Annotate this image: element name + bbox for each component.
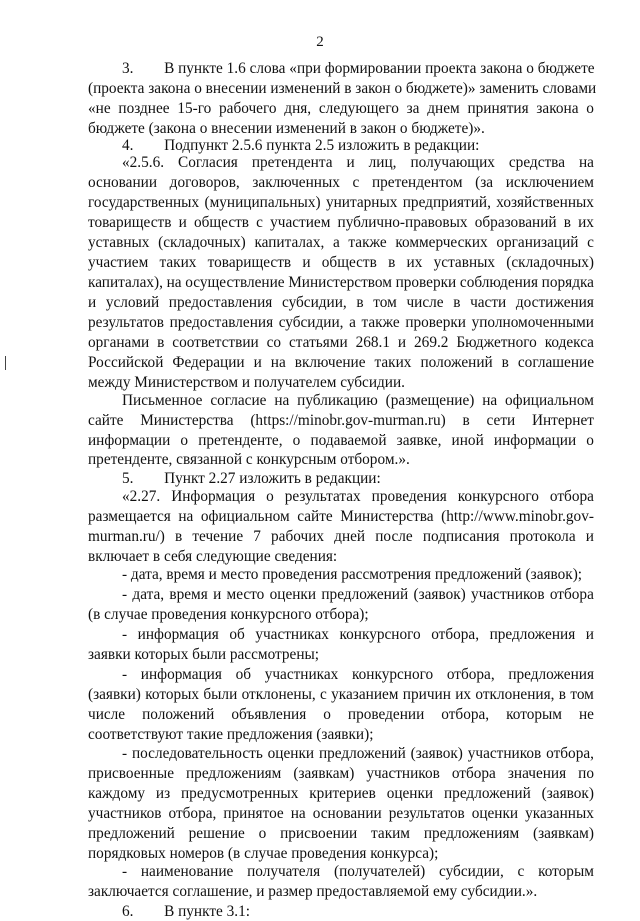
word: указанных bbox=[525, 805, 594, 822]
text-line bbox=[88, 824, 594, 843]
word: murman.ru/) bbox=[88, 528, 165, 545]
text-line: включает в себя следующие сведения: bbox=[88, 548, 338, 565]
word: позднее bbox=[118, 100, 170, 117]
word: части bbox=[470, 294, 507, 311]
text-line bbox=[88, 764, 594, 783]
word: и bbox=[178, 214, 187, 231]
text-line bbox=[88, 507, 594, 526]
word: основании bbox=[312, 805, 382, 822]
word: капиталах, bbox=[254, 234, 325, 251]
word: публикацию bbox=[297, 392, 378, 409]
word: иной bbox=[451, 432, 484, 449]
word: государственных bbox=[88, 194, 200, 211]
word: (складочных) bbox=[158, 234, 246, 251]
text-line: заявки которых были рассмотрены; bbox=[88, 646, 320, 663]
word: решение bbox=[188, 825, 245, 842]
word: на bbox=[578, 154, 594, 171]
word: течение bbox=[192, 528, 244, 545]
word: оценки bbox=[386, 785, 434, 802]
word: числе bbox=[88, 706, 126, 723]
text-line bbox=[88, 273, 594, 292]
text-line: соответствуют такие предложения (заявки); bbox=[88, 726, 374, 743]
word: время bbox=[169, 586, 208, 603]
word: не bbox=[578, 706, 594, 723]
word: результатов bbox=[88, 314, 164, 331]
word: которых bbox=[145, 686, 200, 703]
word: их bbox=[578, 214, 594, 231]
text-line bbox=[122, 744, 594, 763]
word: подписания bbox=[422, 528, 500, 545]
word: рабочего bbox=[219, 100, 277, 117]
word: таким bbox=[371, 825, 410, 842]
word: с bbox=[587, 234, 594, 251]
word: участием bbox=[270, 214, 331, 231]
word: таких bbox=[159, 254, 197, 271]
word: 268.1 bbox=[355, 334, 390, 351]
text-line: (в случае проведения конкурсного отбора); bbox=[88, 606, 369, 623]
word: отбора, bbox=[431, 626, 480, 643]
word: отбора bbox=[549, 488, 594, 505]
word: (муниципальных) bbox=[204, 194, 321, 211]
word: проверки bbox=[405, 314, 466, 331]
word: отбора, bbox=[168, 805, 217, 822]
page-number: 2 bbox=[316, 34, 324, 50]
word: уполномоченными bbox=[471, 314, 594, 331]
word: в bbox=[388, 254, 396, 271]
word: участием bbox=[88, 254, 149, 271]
word: которым bbox=[538, 863, 594, 880]
word: предложений bbox=[88, 825, 175, 842]
word: о bbox=[323, 706, 331, 723]
word: соглашение bbox=[517, 354, 594, 371]
word: 15-го bbox=[177, 100, 212, 117]
word: место bbox=[226, 586, 265, 603]
word: в bbox=[462, 412, 470, 429]
word: Информация bbox=[171, 488, 256, 505]
word: достижения bbox=[515, 294, 594, 311]
word: о bbox=[180, 432, 189, 449]
margin-mark bbox=[5, 356, 6, 370]
word: публично-правовых bbox=[337, 214, 468, 231]
word: «2.5.6. bbox=[122, 154, 165, 171]
text-line bbox=[88, 685, 594, 704]
word: размещается bbox=[88, 508, 171, 525]
word: последовательность bbox=[131, 745, 263, 762]
word: субсидии, bbox=[278, 314, 344, 331]
text-line bbox=[88, 804, 594, 823]
word: (заявкам) bbox=[293, 765, 355, 782]
word: и bbox=[88, 294, 97, 311]
word: рабочих bbox=[271, 528, 325, 545]
word: соблюдения bbox=[459, 274, 539, 291]
word: (заявок) bbox=[410, 745, 463, 762]
word: - bbox=[122, 586, 128, 603]
word: оценки bbox=[267, 745, 315, 762]
word: присвоенные bbox=[88, 765, 174, 782]
word: на bbox=[270, 354, 286, 371]
word: с bbox=[352, 174, 360, 191]
word: информации bbox=[88, 432, 171, 449]
word: информация bbox=[137, 626, 219, 643]
word: информации bbox=[493, 432, 577, 449]
text-line: порядковых номеров (в случае проведения конкурса); bbox=[88, 845, 439, 862]
word: которым bbox=[506, 706, 562, 723]
word: на bbox=[274, 392, 290, 409]
word: (получателей) bbox=[333, 863, 426, 880]
text-line: претенденте, связанной с конкурсным отбором.». bbox=[88, 451, 410, 468]
word: были bbox=[203, 686, 238, 703]
word: отбора, bbox=[446, 666, 495, 683]
word: значения bbox=[507, 765, 567, 782]
word: в bbox=[356, 294, 364, 311]
word: Министерства bbox=[140, 412, 234, 429]
word: сети bbox=[486, 412, 516, 429]
word: Министерством bbox=[288, 274, 392, 291]
word: в bbox=[501, 354, 509, 371]
text-line: - дата, время и место проведения рассмотрения предложений (заявок); bbox=[122, 566, 583, 583]
word: их bbox=[406, 254, 423, 271]
word: (размещение) bbox=[385, 392, 475, 409]
word: об bbox=[229, 626, 245, 643]
word: и bbox=[302, 254, 311, 271]
word: (за bbox=[475, 174, 494, 191]
word: условий bbox=[105, 294, 160, 311]
text-line: 5. Пункт 2.27 изложить в редакции: bbox=[122, 470, 381, 487]
text-line: 4. Подпункт 2.5.6 пункта 2.5 изложить в редакции: bbox=[122, 137, 480, 154]
word: и bbox=[253, 354, 262, 371]
word: о bbox=[586, 100, 594, 117]
word: обществ bbox=[321, 254, 377, 271]
text-line bbox=[122, 487, 594, 506]
word: проверки bbox=[395, 274, 457, 291]
word: проведении bbox=[347, 706, 425, 723]
word: на bbox=[166, 274, 182, 291]
word: получателя bbox=[247, 863, 321, 880]
word: согласие bbox=[210, 392, 267, 409]
word: предложений bbox=[443, 785, 531, 802]
word: принятое bbox=[223, 805, 284, 822]
word: - bbox=[122, 666, 128, 683]
word: объявления bbox=[231, 706, 307, 723]
word: в bbox=[453, 294, 461, 311]
word: конкурсного bbox=[457, 488, 539, 505]
word: по bbox=[578, 765, 594, 782]
word: обществ bbox=[193, 214, 250, 231]
word: участников bbox=[467, 745, 542, 762]
word: с bbox=[320, 686, 327, 703]
word: о bbox=[258, 825, 267, 842]
word: дня, bbox=[284, 100, 312, 117]
word: с bbox=[256, 214, 263, 231]
text-line bbox=[88, 193, 594, 212]
word: (http://www.minobr.gov- bbox=[441, 508, 594, 525]
word: дней bbox=[334, 528, 366, 545]
word: предложения bbox=[489, 626, 576, 643]
text-line bbox=[88, 173, 594, 192]
word: в bbox=[558, 686, 567, 703]
word: коммерческих bbox=[395, 234, 488, 251]
word: предприятий, bbox=[402, 194, 491, 211]
word: Интернет bbox=[531, 412, 594, 429]
word: положений bbox=[420, 354, 493, 371]
word: порядка bbox=[541, 274, 594, 291]
word: хозяйственных bbox=[496, 194, 594, 211]
word: на bbox=[482, 392, 498, 409]
word: положений bbox=[142, 706, 215, 723]
text-line: между Министерством и получателем субсидии. bbox=[88, 374, 406, 391]
text-line bbox=[88, 333, 594, 352]
word: за bbox=[406, 100, 420, 117]
word: критериев bbox=[309, 785, 376, 802]
word: (складочных) bbox=[506, 254, 594, 271]
word: претенденте, bbox=[198, 432, 283, 449]
text-line bbox=[88, 213, 594, 232]
word: отбора bbox=[549, 586, 594, 603]
word: субсидии, bbox=[439, 863, 504, 880]
word: заключенных bbox=[252, 174, 340, 191]
word: о bbox=[292, 432, 301, 449]
word: таких bbox=[374, 354, 412, 371]
word: предложениям bbox=[186, 765, 282, 782]
word: отбора, bbox=[546, 745, 594, 762]
word: «не bbox=[88, 100, 111, 117]
word: - bbox=[122, 863, 128, 880]
word: предоставления bbox=[168, 294, 273, 311]
text-line bbox=[88, 233, 594, 252]
word: субсидии, bbox=[281, 294, 347, 311]
word: включение bbox=[294, 354, 366, 371]
word: статьями bbox=[289, 334, 348, 351]
word: (заявкам) bbox=[532, 825, 594, 842]
word: присвоении bbox=[280, 825, 358, 842]
text-line: бюджете (закона о внесении изменений в закон о бюджете)». bbox=[88, 120, 485, 137]
word: органами bbox=[88, 334, 150, 351]
word: в bbox=[563, 214, 571, 231]
word: днем bbox=[427, 100, 460, 117]
text-line bbox=[88, 353, 594, 372]
word: а bbox=[332, 234, 340, 251]
word: отклонены, bbox=[241, 686, 316, 703]
word: и bbox=[346, 154, 355, 171]
word: предложениям bbox=[423, 825, 520, 842]
word: участниках bbox=[255, 626, 329, 643]
text-line bbox=[122, 862, 594, 881]
text-line: (проекта закона о внесении изменений в закон о бюджете)» заменить словами bbox=[88, 80, 597, 97]
word: уставных bbox=[433, 254, 496, 271]
word: заявке, bbox=[396, 432, 442, 449]
word: организаций bbox=[496, 234, 579, 251]
word: (заявки) bbox=[88, 686, 141, 703]
word: - bbox=[122, 745, 128, 762]
word: «2.27. bbox=[122, 488, 161, 505]
word: а bbox=[349, 314, 356, 331]
word: основании bbox=[88, 174, 158, 191]
word: том bbox=[373, 294, 397, 311]
word: предоставления bbox=[169, 314, 274, 331]
word: (заявок) bbox=[413, 586, 466, 603]
word: участниках bbox=[264, 666, 339, 683]
word: Министерства bbox=[340, 508, 434, 525]
text-line bbox=[122, 625, 594, 644]
text-line bbox=[88, 784, 594, 803]
word: - bbox=[122, 626, 128, 643]
word: причин bbox=[402, 686, 451, 703]
word: оценки bbox=[269, 586, 317, 603]
word: 7 bbox=[253, 528, 261, 545]
text-line bbox=[122, 665, 594, 684]
text-line: 3. В пункте 1.6 слова «при формировании проекта закона о бюджете bbox=[122, 60, 595, 77]
word: и bbox=[213, 586, 222, 603]
word: участников bbox=[366, 765, 440, 782]
word: о bbox=[586, 432, 594, 449]
word: в bbox=[157, 334, 165, 351]
word: и bbox=[397, 334, 407, 351]
word: со bbox=[266, 334, 282, 351]
word: средства bbox=[508, 154, 565, 171]
word: (заявок) bbox=[541, 785, 594, 802]
word: участников bbox=[471, 586, 545, 603]
word: проведения bbox=[371, 488, 447, 505]
word: предложений bbox=[318, 745, 406, 762]
word: подаваемой bbox=[310, 432, 387, 449]
word: товариществ bbox=[207, 254, 292, 271]
text-line: 6. В пункте 3.1: bbox=[122, 903, 251, 920]
word: дата, bbox=[132, 586, 165, 603]
word: также bbox=[361, 314, 400, 331]
word: сайте bbox=[88, 412, 124, 429]
word: товариществ bbox=[88, 214, 172, 231]
word: Российской bbox=[88, 354, 164, 371]
word: Федерации bbox=[172, 354, 245, 371]
word: информация bbox=[140, 666, 222, 683]
word: закона bbox=[536, 100, 579, 117]
word: и bbox=[585, 626, 594, 643]
word: указанием bbox=[331, 686, 399, 703]
word: предусмотренных bbox=[180, 785, 299, 802]
text-line bbox=[88, 411, 594, 430]
word: их bbox=[455, 686, 472, 703]
word: конкурсного bbox=[339, 626, 421, 643]
text-line bbox=[122, 585, 594, 604]
word: на bbox=[178, 508, 194, 525]
word: с bbox=[517, 863, 525, 880]
word: претендента bbox=[251, 154, 333, 171]
word: и bbox=[585, 528, 594, 545]
word: наименование bbox=[140, 863, 234, 880]
word: Письменное bbox=[122, 392, 203, 409]
word: Бюджетного bbox=[456, 334, 537, 351]
text-line bbox=[88, 705, 594, 724]
word: официальном bbox=[505, 392, 594, 409]
word: в bbox=[175, 528, 183, 545]
word: принятия bbox=[467, 100, 529, 117]
word: образований bbox=[474, 214, 557, 231]
word: осуществление bbox=[185, 274, 285, 291]
word: сайте bbox=[297, 508, 333, 525]
word: претендентом bbox=[371, 174, 463, 191]
word: отбора bbox=[451, 765, 496, 782]
word: участников bbox=[88, 805, 162, 822]
word: кодекса bbox=[544, 334, 594, 351]
word: лиц, bbox=[368, 154, 397, 171]
word: следующего bbox=[318, 100, 399, 117]
word: на bbox=[290, 805, 306, 822]
word: отбора, bbox=[441, 706, 490, 723]
word: предложений bbox=[321, 586, 409, 603]
word: результатах bbox=[284, 488, 361, 505]
word: официальном bbox=[200, 508, 290, 525]
text-line bbox=[122, 391, 594, 410]
word: уставных bbox=[88, 234, 150, 251]
text-line bbox=[88, 527, 594, 546]
word: предложения bbox=[508, 666, 594, 683]
word: (https://minobr.gov-murman.ru) bbox=[250, 412, 446, 429]
word: Согласия bbox=[178, 154, 238, 171]
text-line: заключается соглашение, и размер предоставляемой ему субсидии.». bbox=[88, 883, 538, 900]
word: числе bbox=[406, 294, 444, 311]
word: получающих bbox=[410, 154, 495, 171]
word: отклонения, bbox=[475, 686, 555, 703]
word: 269.2 bbox=[414, 334, 449, 351]
word: унитарных bbox=[325, 194, 398, 211]
word: из bbox=[155, 785, 171, 802]
text-line bbox=[122, 153, 594, 172]
text-line bbox=[88, 99, 594, 118]
word: оценки bbox=[471, 805, 519, 822]
word: протокола bbox=[509, 528, 576, 545]
word: результатов bbox=[388, 805, 465, 822]
text-line bbox=[88, 431, 594, 450]
word: также bbox=[348, 234, 387, 251]
word: исключением bbox=[505, 174, 594, 191]
word: том bbox=[570, 686, 594, 703]
word: каждому bbox=[88, 785, 146, 802]
word: конкурсного bbox=[351, 666, 434, 683]
word: об bbox=[235, 666, 252, 683]
word: капиталах), bbox=[88, 274, 163, 291]
word: после bbox=[375, 528, 413, 545]
text-line bbox=[88, 253, 594, 272]
word: договоров, bbox=[169, 174, 240, 191]
text-line bbox=[88, 293, 594, 312]
word: о bbox=[266, 488, 274, 505]
text-line bbox=[88, 313, 594, 332]
word: соответствии bbox=[172, 334, 259, 351]
